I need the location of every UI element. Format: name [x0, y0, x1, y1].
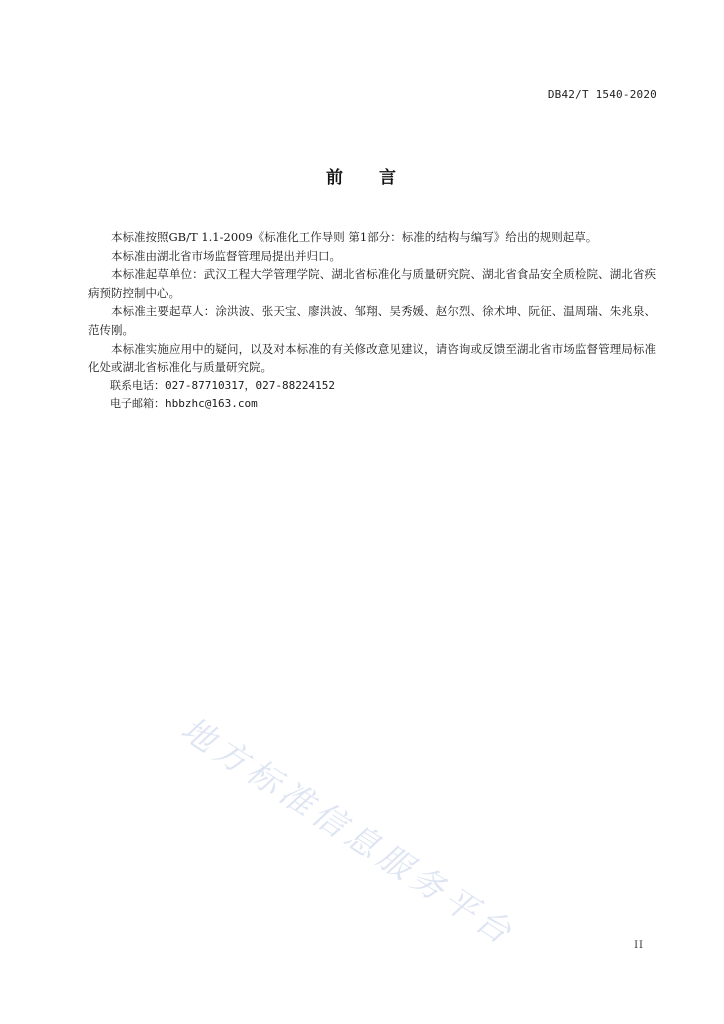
- page-number: II: [634, 940, 644, 951]
- title-char-2: 言: [379, 168, 398, 188]
- paragraph-drafting-units: 本标准起草单位：武汉工程大学管理学院、湖北省标准化与质量研究院、湖北省食品安全质检院、湖北省疾病预防控制中心。: [88, 267, 656, 300]
- page-title: [0, 163, 724, 188]
- contact-phone: 联系电话：027-87710317，027-88224152: [110, 378, 335, 392]
- paragraph-drafting-rules: 本标准按照GB/T 1.1-2009《标准化工作导则 第1部分：标准的结构与编写》给出的规则起草。: [111, 230, 598, 244]
- title-char-1: 前: [326, 168, 345, 188]
- standard-code: DB42/T 1540-2020: [547, 88, 657, 101]
- paragraph-proposer: 本标准由湖北省市场监督管理局提出并归口。: [111, 248, 341, 263]
- watermark-text: 地方标准信息服务平台: [174, 708, 523, 954]
- contact-email: 电子邮箱：hbbzhc@163.com: [110, 397, 258, 411]
- foreword-body: [88, 228, 656, 414]
- paragraph-drafters: 本标准主要起草人：涂洪波、张天宝、廖洪波、邹翔、吴秀媛、赵尔烈、徐术坤、阮征、温周瑞、朱兆泉、范传刚。: [88, 304, 656, 337]
- paragraph-feedback: 本标准实施应用中的疑问，以及对本标准的有关修改意见建议，请咨询或反馈至湖北省市场监督管理局标准化处或湖北省标准化与质量研究院。: [88, 341, 656, 375]
